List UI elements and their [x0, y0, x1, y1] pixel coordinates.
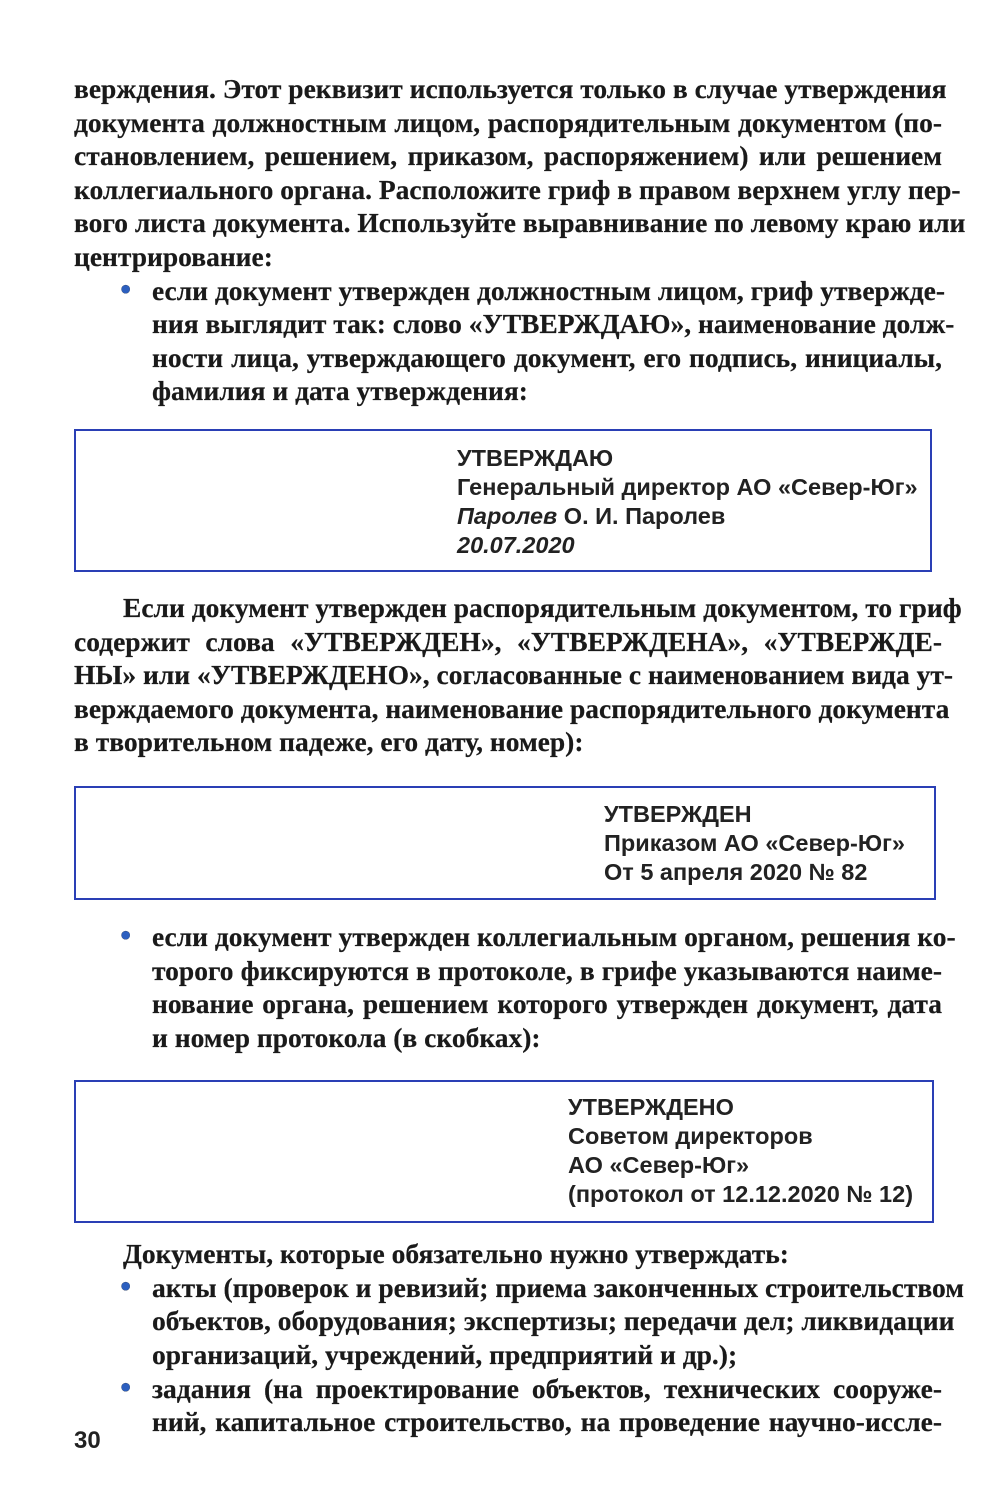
bullet-icon: •	[118, 921, 134, 950]
stamp-heading: УТВЕРЖДЕН	[604, 800, 752, 827]
bullet-collegial	[74, 920, 956, 1054]
text-line: в творительном падеже, его дату, номер):	[74, 726, 584, 758]
stamp-date: 20.07.2020	[457, 531, 575, 558]
text-line: задания (на проектирование объектов, технических сооруже-	[152, 1372, 942, 1404]
stamp-name: О. И. Паролев	[563, 502, 726, 529]
text-line: верждаемого документа, наименование распорядительного документа	[74, 692, 950, 724]
approval-stamp-official	[74, 429, 932, 572]
text-line: ний, капитальное строительство, на проведение научно-иссле-	[152, 1406, 942, 1438]
text-line: становлением, решением, приказом, распоряжением) или решением	[74, 140, 942, 172]
text-line: торого фиксируются в протоколе, в грифе указываются наиме-	[152, 954, 942, 986]
text-line: верждения. Этот реквизит используется только в случае утверждения	[74, 73, 947, 104]
stamp-board-line: Советом директоров	[568, 1123, 813, 1150]
approval-stamp-order	[74, 786, 936, 900]
signature: Паролев	[457, 502, 558, 529]
stamp-position: Генеральный директор АО «Север-Юг»	[457, 473, 918, 500]
text-line: коллегиального органа. Расположите гриф в правом верхнем углу пер-	[74, 173, 961, 205]
stamp-order-date: От 5 апреля 2020 № 82	[604, 858, 868, 885]
stamp-heading: УТВЕРЖДАЮ	[457, 444, 614, 471]
text-line: акты (проверок и ревизий; приема законченных строительством	[152, 1271, 965, 1303]
text-line: Документы, которые обязательно нужно утверждать:	[123, 1238, 789, 1270]
text-line: содержит слова «УТВЕРЖДЕН», «УТВЕРЖДЕНА», «УТВЕРЖДЕ-	[74, 625, 942, 657]
bullet-official	[74, 274, 955, 408]
text-line: Если документ утвержден распорядительным документом, то гриф	[123, 591, 962, 623]
bullet-acts	[74, 1271, 965, 1372]
text-line: фамилия и дата утверждения:	[152, 375, 528, 407]
text-line: центрирование:	[74, 240, 273, 272]
text-line: организаций, учреждений, предприятий и др.);	[152, 1339, 738, 1371]
text-line: если документ утвержден коллегиальным органом, решения ко-	[152, 920, 956, 952]
stamp-order-line: Приказом АО «Север-Юг»	[604, 829, 905, 856]
stamp-company-line: АО «Север-Юг»	[568, 1152, 750, 1179]
page-number: 30	[74, 1427, 101, 1454]
text-line: ния выглядит так: слово «УТВЕРЖДАЮ», наименование долж-	[152, 308, 955, 340]
paragraph-directive	[74, 591, 962, 759]
text-line: вого листа документа. Используйте выравнивание по левому краю или	[74, 207, 966, 239]
text-line: нование органа, решением которого утвержден документ, дата	[152, 988, 942, 1020]
text-line: документа должностным лицом, распорядительным документом (по-	[74, 106, 942, 138]
bullet-icon: •	[118, 275, 134, 304]
text-line: НЫ» или «УТВЕРЖДЕНО», согласованные с наименованием вида ут-	[74, 659, 953, 691]
paragraph-intro	[74, 72, 966, 274]
text-line: ности лица, утверждающего документ, его подпись, инициалы,	[152, 341, 942, 373]
page-body	[74, 72, 966, 1439]
bullet-tasks	[74, 1372, 942, 1439]
text-line: и номер протокола (в скобках):	[152, 1021, 541, 1053]
paragraph-required-docs	[74, 1237, 942, 1271]
approval-stamp-board	[74, 1080, 934, 1223]
stamp-protocol-line: (протокол от 12.12.2020 № 12)	[568, 1181, 914, 1208]
stamp-heading: УТВЕРЖДЕНО	[568, 1094, 734, 1121]
bullet-icon: •	[118, 1272, 134, 1301]
text-line: если документ утвержден должностным лицом, гриф утвержде-	[152, 274, 946, 306]
stamp-signature-line	[457, 502, 918, 531]
bullet-icon: •	[118, 1373, 134, 1402]
text-line: объектов, оборудования; экспертизы; передачи дел; ликвидации	[152, 1305, 955, 1337]
